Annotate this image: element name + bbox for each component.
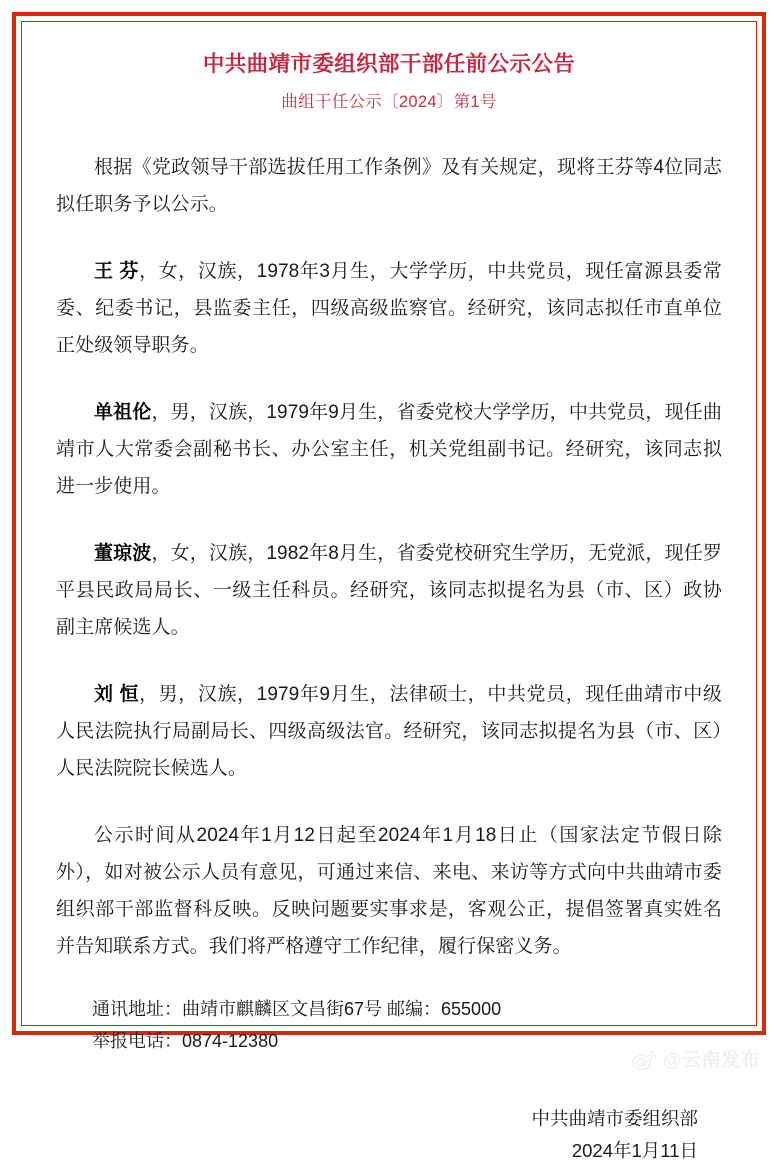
person-name: 董琼波 [94,543,152,565]
signature-date: 2024年1月11日 [571,1140,698,1162]
person-detail: ，女，汉族，1978年3月生，大学学历，中共党员，现任富源县委常委、纪委书记，县监委主任，四级高级监察官。经研究，该同志拟任市直单位正处级领导职务。 [56,261,722,357]
contact-address: 通讯地址：曲靖市麒麟区文昌街67号 邮编：655000 [92,999,502,1020]
person-paragraph [56,394,722,505]
watermark-label: @云南发布 [662,1049,760,1071]
person-paragraph [56,676,722,787]
person-name: 刘 恒 [94,684,140,706]
person-paragraph [56,253,722,364]
contact-phone: 举报电话：0874-12380 [92,1031,279,1052]
person-paragraph [56,535,722,646]
person-detail: ，男，汉族，1979年9月生，省委党校大学学历，中共党员，现任曲靖市人大常委会副秘书长、办公室主任，机关党组副书记。经研究，该同志拟进一步使用。 [56,402,722,498]
person-detail: ，女，汉族，1982年8月生，省委党校研究生学历，无党派，现任罗平县民政局局长、一级主任科员。经研究，该同志拟提名为县（市、区）政协副主席候选人。 [56,543,722,639]
signature-block [56,1103,722,1167]
contact-block [56,993,722,1057]
person-name: 王 芬 [94,261,140,283]
page-title: 中共曲靖市委组织部干部任前公示公告 [202,52,576,76]
person-name: 单祖伦 [94,402,152,424]
notice-period-paragraph: 公示时间从2024年1月12日起至2024年1月18日止（国家法定节假日除外），如对被公示人员有意见，可通过来信、来电、来访等方式向中共曲靖市委组织部干部监督科反映。反映问题要实事求是，客观公正，提倡签署真实姓名并告知联系方式。我们将严格遵守工作纪律，履行保密义务。 [56,825,722,958]
intro-paragraph: 根据《党政领导干部选拔任用工作条例》及有关规定，现将王芬等4位同志拟任职务予以公示。 [56,157,722,216]
document-number: 曲组干任公示〔2024〕第1号 [281,92,497,111]
person-detail: ，男，汉族，1979年9月生，法律硕士，中共党员，现任曲靖市中级人民法院执行局副局长、四级高级法官。经研究，该同志拟提名为县（市、区）人民法院院长候选人。 [56,684,722,780]
signature-organization: 中共曲靖市委组织部 [531,1108,698,1130]
